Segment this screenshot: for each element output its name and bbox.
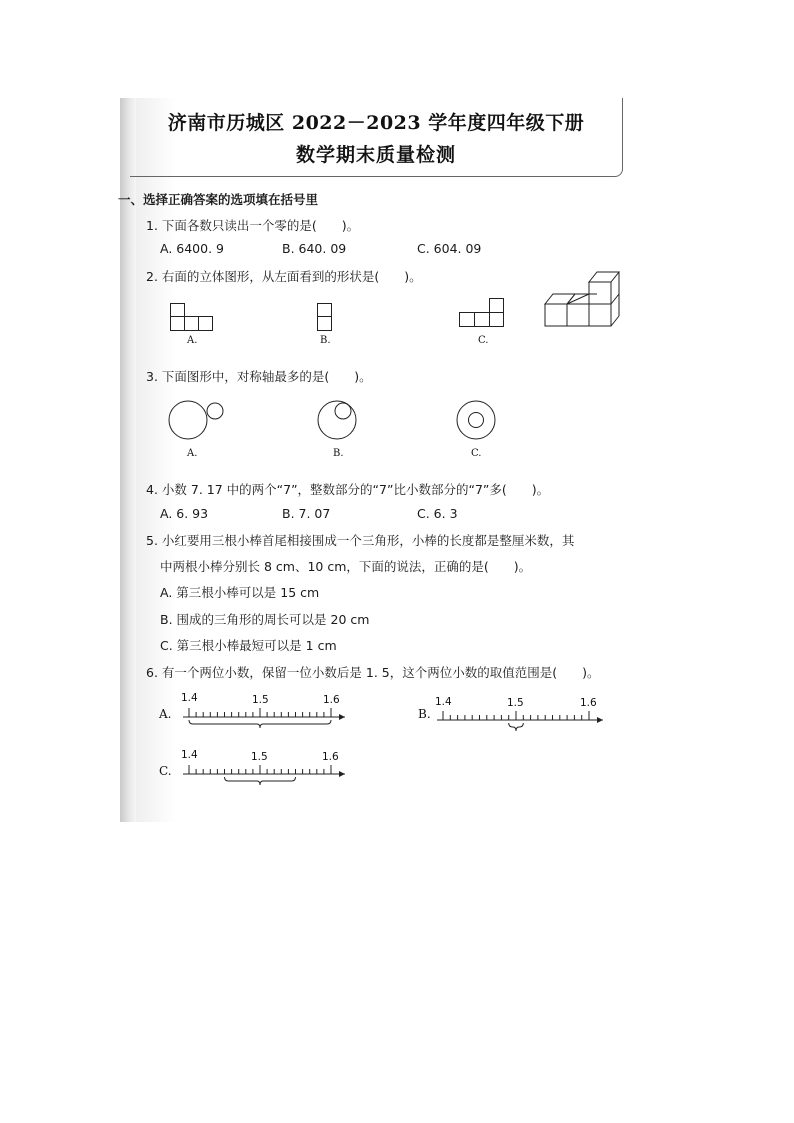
q2-solid-figure — [543, 270, 625, 328]
question-2-stem: 2. 右面的立体图形，从左面看到的形状是( )。 — [146, 269, 422, 284]
question-3-stem: 3. 下面图形中，对称轴最多的是( )。 — [146, 369, 372, 384]
question-5-option-b: B. 围成的三角形的周长可以是 20 cm — [160, 612, 370, 627]
question-5-option-a: A. 第三根小棒可以是 15 cm — [160, 585, 320, 600]
q6-c-tick-1.5: 1.5 — [251, 751, 268, 763]
q3-label-b: B. — [333, 448, 344, 459]
question-6-stem: 6. 有一个两位小数，保留一位小数后是 1. 5，这个两位小数的取值范围是( )。 — [146, 665, 600, 680]
q6-b-tick-1.4: 1.4 — [435, 696, 452, 708]
question-1-option-a: A. 6400. 9 — [160, 241, 224, 256]
q3-label-a: A. — [187, 448, 198, 459]
question-4-option-c: C. 6. 3 — [417, 506, 458, 521]
q6-number-line-c — [180, 762, 350, 788]
range-brace — [225, 777, 296, 785]
q6-number-line-b — [434, 708, 609, 734]
q2-label-c: C. — [478, 335, 489, 346]
exam-title: 济南市历城区 2022－2023 学年度四年级下册 — [167, 112, 585, 134]
q2-option-b-figure — [317, 303, 333, 331]
question-1-option-c: C. 604. 09 — [417, 241, 482, 256]
section-heading: 一、选择正确答案的选项填在括号里 — [118, 192, 319, 207]
q6-b-tick-1.5: 1.5 — [507, 697, 524, 709]
question-4-stem: 4. 小数 7. 17 中的两个“7”，整数部分的“7”比小数部分的“7”多( )。 — [146, 482, 550, 497]
q6-label-a: A. — [159, 707, 172, 721]
q3-option-c-figure — [454, 399, 498, 441]
q6-number-line-a — [180, 705, 350, 731]
q6-a-tick-1.4: 1.4 — [181, 692, 198, 704]
range-brace — [509, 723, 524, 731]
q2-label-a: A. — [187, 335, 198, 346]
range-brace — [189, 720, 331, 728]
q6-c-tick-1.6: 1.6 — [322, 751, 339, 763]
q6-label-c: C. — [159, 764, 172, 778]
question-5-option-c: C. 第三根小棒最短可以是 1 cm — [160, 638, 337, 653]
q3-option-a-figure — [168, 399, 228, 441]
question-4-option-a: A. 6. 93 — [160, 506, 209, 521]
q3-label-c: C. — [471, 448, 482, 459]
q6-b-tick-1.6: 1.6 — [580, 697, 597, 709]
q2-label-b: B. — [320, 335, 331, 346]
q6-c-tick-1.4: 1.4 — [181, 749, 198, 761]
q2-option-a-figure — [170, 303, 214, 331]
question-5-stem-line1: 5. 小红要用三根小棒首尾相接围成一个三角形，小棒的长度都是整厘米数，其 — [146, 533, 575, 548]
q6-a-tick-1.6: 1.6 — [323, 694, 340, 706]
q3-option-b-figure — [317, 399, 359, 441]
q6-a-tick-1.5: 1.5 — [252, 694, 269, 706]
question-5-stem-line2: 中两根小棒分别长 8 cm、10 cm，下面的说法，正确的是( )。 — [160, 559, 532, 574]
q6-label-b: B. — [418, 707, 431, 721]
title-box — [130, 98, 623, 177]
question-4-option-b: B. 7. 07 — [282, 506, 331, 521]
q2-option-c-figure — [459, 298, 505, 328]
exam-subtitle: 数学期末质量检测 — [295, 144, 456, 166]
question-1-stem: 1. 下面各数只读出一个零的是( )。 — [146, 218, 360, 233]
question-1-option-b: B. 640. 09 — [282, 241, 347, 256]
